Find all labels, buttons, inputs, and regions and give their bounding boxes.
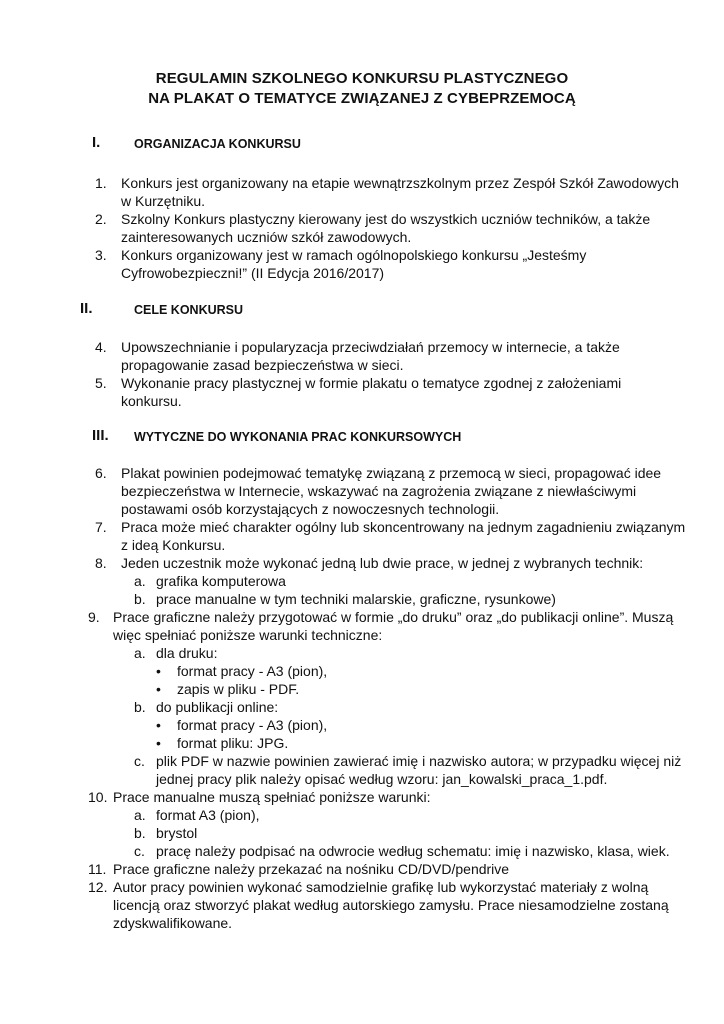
list-item-text: w Kurzętniku. [121,193,206,209]
document-title-line2: NA PLAKAT O TEMATYCE ZWIĄZANEJ Z CYBEPRZEMOCĄ [148,90,576,107]
list-number: 9. [88,609,100,625]
list-number: 5. [95,375,107,391]
sublist-item-text: dla druku: [156,645,218,661]
list-item-text: Cyfrowobezpieczni!” (II Edycja 2016/2017) [121,265,385,281]
bullet-icon: • [156,681,161,697]
bullet-icon: • [156,663,161,679]
list-number: 12. [88,879,108,895]
list-item-text: Upowszechnianie i popularyzacja przeciwdziałań przemocy w internecie, a także [121,339,620,355]
list-item-text: Prace manualne muszą spełniać poniższe warunki: [113,789,431,805]
sublist-item-text: jednej pracy plik należy opisać według wzoru: jan_kowalski_praca_1.pdf. [156,771,608,787]
section-number-2: II. [80,300,93,317]
list-number: 2. [95,211,107,227]
list-item-text: bezpieczeństwa w Internecie, wskazywać na zagrożenia związane z niewłaściwymi [121,483,637,499]
list-item-text: Plakat powinien podejmować tematykę związaną z przemocą w sieci, propagować idee [121,465,662,481]
sublist-item-text: prace manualne w tym techniki malarskie, graficzne, rysunkowe) [156,591,556,607]
list-number: 3. [95,247,107,263]
sublist-item-text: grafika komputerowa [156,573,286,589]
sublist-mark: b. [134,591,146,607]
list-item-text: z ideą Konkursu. [121,537,226,553]
list-item-text: licencją oraz stworzyć plakat według autorskiego zamysłu. Prace niesamodzielne zostaną [113,897,669,913]
sublist-mark: a. [134,807,146,823]
sublist-item-text: do publikacji online: [156,699,279,715]
sublist-mark: b. [134,699,146,715]
bullet-icon: • [156,735,161,751]
sublist-item-text: brystol [156,825,198,841]
list-item-text: Konkurs jest organizowany na etapie wewnątrzszkolnym przez Zespół Szkół Zawodowych [121,175,679,191]
bullet-icon: • [156,717,161,733]
list-item-text: Praca może mieć charakter ogólny lub skoncentrowany na jednym zagadnieniu związanym [121,519,686,535]
list-number: 11. [88,861,107,877]
list-item-text: zainteresowanych uczniów szkół zawodowych. [121,229,412,245]
sublist-mark: c. [134,843,145,859]
list-number: 4. [95,339,107,355]
list-item-text: Prace graficzne należy przygotować w formie „do druku” oraz „do publikacji online”. Muszą [113,609,674,625]
sublist-item-text: pracę należy podpisać na odwrocie według schematu: imię i nazwisko, klasa, wiek. [156,843,670,859]
list-number: 10. [88,789,108,805]
bullet-item-text: format pliku: JPG. [177,735,289,751]
sublist-item-text: format A3 (pion), [156,807,260,823]
section-title-2: CELE KONKURSU [134,303,244,317]
section-number-3: III. [92,427,109,444]
list-item-text: Jeden uczestnik może wykonać jedną lub dwie prace, w jednej z wybranych technik: [121,555,644,571]
sublist-mark: b. [134,825,146,841]
sublist-mark: a. [134,645,146,661]
list-item-text: Autor pracy powinien wykonać samodzielnie grafikę lub wykorzystać materiały z wolną [113,879,649,895]
list-number: 8. [95,555,107,571]
sublist-mark: c. [134,753,145,769]
section-title-3: WYTYCZNE DO WYKONANIA PRAC KONKURSOWYCH [134,430,462,444]
list-item-text: Szkolny Konkurs plastyczny kierowany jest do wszystkich uczniów techników, a także [121,211,651,227]
section-title-1: ORGANIZACJA KONKURSU [134,137,301,151]
section-number-1: I. [92,134,101,151]
bullet-item-text: format pracy - A3 (pion), [177,663,328,679]
list-item-text: Wykonanie pracy plastycznej w formie plakatu o tematyce zgodnej z założeniami [121,375,622,391]
list-item-text: zdyskwalifikowane. [113,915,233,931]
bullet-item-text: zapis w pliku - PDF. [177,681,300,697]
sublist-item-text: plik PDF w nazwie powinien zawierać imię i nazwisko autora; w przypadku więcej niż [156,753,682,769]
list-number: 6. [95,465,107,481]
list-item-text: Prace graficzne należy przekazać na nośniku CD/DVD/pendrive [113,861,510,877]
list-item-text: więc spełniać poniższe warunki techniczne: [113,627,383,643]
list-item-text: Konkurs organizowany jest w ramach ogólnopolskiego konkursu „Jesteśmy [121,247,587,263]
document-title-line1: REGULAMIN SZKOLNEGO KONKURSU PLASTYCZNEGO [155,70,569,87]
list-item-text: postawami osób korzystających z nowoczesnych technologii. [121,501,500,517]
list-number: 1. [95,175,107,191]
list-item-text: konkursu. [121,393,182,409]
list-item-text: propagowanie zasad bezpieczeństwa w sieci. [121,357,404,373]
bullet-item-text: format pracy - A3 (pion), [177,717,328,733]
list-number: 7. [95,519,107,535]
sublist-mark: a. [134,573,146,589]
